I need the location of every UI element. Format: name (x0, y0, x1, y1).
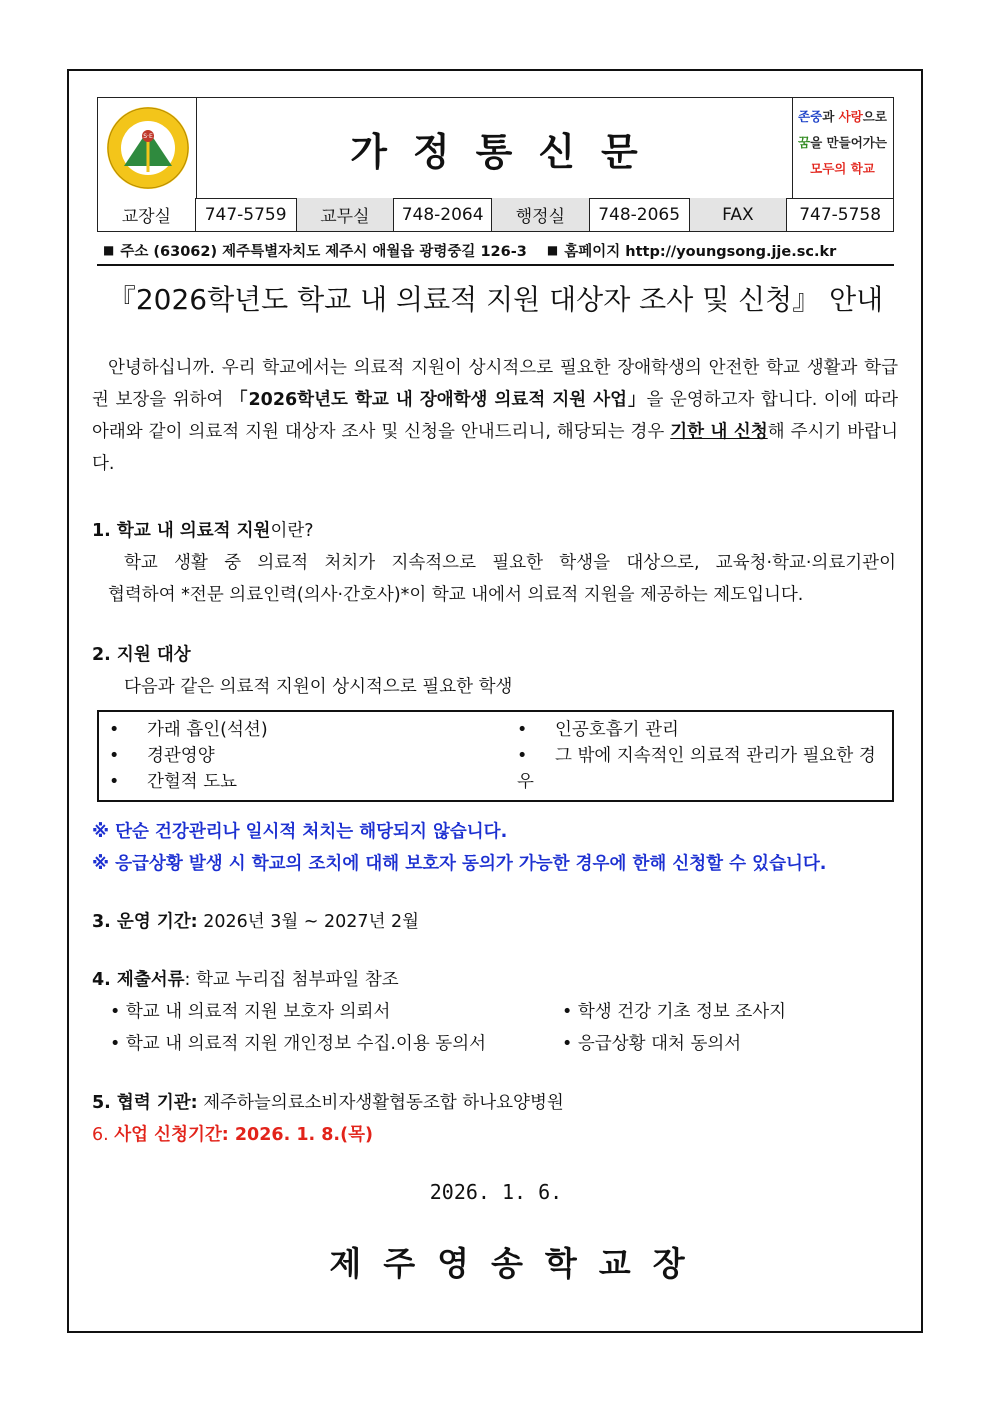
intro-bold-text: 「2026학년도 학교 내 장애학생 의료적 지원 사업」 (229, 390, 647, 410)
document-item-1: • 학교 내 의료적 지원 보호자 의뢰서 (110, 1002, 391, 1022)
deadline-emphasis: 기한 내 신청 (670, 422, 768, 442)
target-list-text: 인공호흡기 관리 (555, 720, 679, 740)
target-list-item (517, 743, 892, 795)
section-1-heading (92, 517, 314, 542)
bullet-icon: • (109, 772, 120, 792)
square-bullet-icon: ■ (103, 243, 115, 257)
homepage-text: 홈페이지 http://youngsong.jje.sc.kr (564, 243, 837, 260)
target-list-text: 간헐적 도뇨 (147, 772, 238, 792)
target-list-item (109, 717, 268, 743)
phone-number: 747-5758 (799, 204, 882, 225)
address-line (97, 236, 894, 266)
section-4-heading: 4. 제출서류 (92, 970, 185, 990)
section-1-body-line-2: 협력하여 *전문 의료인력(의사·간호사)*이 학교 내에서 의료적 지원을 제공하는 제도입니다. (108, 585, 804, 605)
section-1-heading-rest: 이란? (270, 521, 314, 541)
section-1-heading-bold: 1. 학교 내 의료적 지원 (92, 521, 271, 541)
phone-label: FAX (690, 198, 788, 231)
target-list-item (109, 743, 268, 769)
motto-part: 모두의 학교 (810, 161, 875, 176)
issue-date: 2026. 1. 6. (429, 1180, 563, 1204)
phone-label: 행정실 (492, 198, 590, 231)
motto-part: 꿈 (798, 135, 811, 150)
bullet-icon: • (109, 720, 120, 740)
square-bullet-icon: ■ (546, 243, 559, 257)
document-item-3: • 학교 내 의료적 지원 개인정보 수집.이용 동의서 (110, 1034, 487, 1054)
section-4-body: : 학교 누리집 첨부파일 참조 (184, 970, 399, 990)
target-list-right (517, 717, 892, 795)
motto-line (792, 104, 893, 130)
address-text: 주소 (63062) 제주특별자치도 제주시 애월읍 광령중길 126-3 (120, 243, 527, 260)
intro-text: 안녕하십니까. 우리 학교에서는 의료적 지원이 상시적으로 필요한 장애학생의 안전한 학교 생활과 학급권 보장을 위하여 (92, 358, 898, 410)
target-list-left (109, 717, 268, 795)
section-6-heading: 사업 신청기간: 2026. 1. 8.(목) (114, 1125, 373, 1145)
school-logo-icon (106, 106, 190, 190)
motto-cell (792, 98, 893, 198)
phone-number: 747-5759 (196, 198, 297, 231)
section-3-body: 2026년 3월 ~ 2027년 2월 (197, 912, 420, 932)
intro-paragraph (92, 352, 898, 480)
phone-label: 교장실 (98, 198, 196, 231)
section-3 (92, 908, 419, 933)
bullet-icon: • (517, 720, 528, 740)
target-list-text: 그 밖에 지속적인 의료적 관리가 필요한 경우 (517, 746, 876, 792)
section-2-heading: 2. 지원 대상 (92, 645, 191, 665)
section-3-heading: 3. 운영 기간: (92, 912, 198, 932)
intro-text-end: 해 주시기 바랍니다. (92, 422, 898, 474)
motto-line (792, 130, 893, 156)
logo-cell (98, 98, 197, 198)
section-1-body-line-1: 학교 생활 중 의료적 처치가 지속적으로 필요한 학생을 대상으로, 교육청·학교·의료기관이 (124, 553, 896, 573)
motto-part: 으로 (862, 109, 887, 124)
svg-text:S·E: S·E (143, 133, 153, 140)
section-2-body: 다음과 같은 의료적 지원이 상시적으로 필요한 학생 (124, 677, 513, 697)
note-2: ※ 응급상황 발생 시 학교의 조치에 대해 보호자 동의가 가능한 경우에 한해 신청할 수 있습니다. (92, 854, 827, 874)
motto-part: 존중 (798, 109, 823, 124)
school-motto (792, 98, 893, 182)
motto-line (792, 156, 893, 182)
target-list-text: 경관영양 (147, 746, 215, 766)
document-item-2: • 학생 건강 기초 정보 조사지 (562, 1002, 787, 1022)
phone-row (97, 198, 894, 232)
motto-part: 사랑 (838, 109, 863, 124)
section-5-heading: 5. 협력 기관: (92, 1093, 198, 1113)
bullet-icon: • (109, 746, 120, 766)
section-6 (92, 1121, 373, 1146)
phone-number: 748-2064 (394, 198, 492, 231)
section-6-number: 6. (92, 1125, 115, 1145)
target-list-box (97, 710, 894, 802)
newsletter-title: 가정통신문 (350, 128, 664, 174)
section-5 (92, 1089, 564, 1114)
target-list-item (517, 717, 892, 743)
document-item-4: • 응급상황 대처 동의서 (562, 1034, 742, 1054)
bullet-icon: • (517, 746, 528, 766)
title-cell (196, 98, 793, 198)
principal-signature: 제주영송학교장 (329, 1244, 707, 1283)
phone-label: 교무실 (297, 198, 395, 231)
intro-text-2: 을 운영하고자 합니다. 이에 따라 아래와 같이 의료적 지원 대상자 조사 및 신청을 안내드리니, 해당되는 경우 (92, 390, 898, 442)
phone-number: 748-2065 (590, 198, 690, 231)
target-list-item (109, 769, 268, 795)
header-block (97, 97, 894, 199)
document-title: 『2026학년도 학교 내 의료적 지원 대상자 조사 및 신청』 안내 (107, 283, 884, 316)
target-list-text: 가래 흡인(석션) (147, 720, 268, 740)
section-4 (92, 966, 399, 991)
motto-part: 을 만들어가는 (810, 135, 887, 150)
motto-part: 과 (822, 109, 839, 124)
section-5-body: 제주하늘의료소비자생활협동조합 하나요양병원 (197, 1093, 564, 1113)
note-1: ※ 단순 건강관리나 일시적 처치는 해당되지 않습니다. (92, 822, 508, 842)
